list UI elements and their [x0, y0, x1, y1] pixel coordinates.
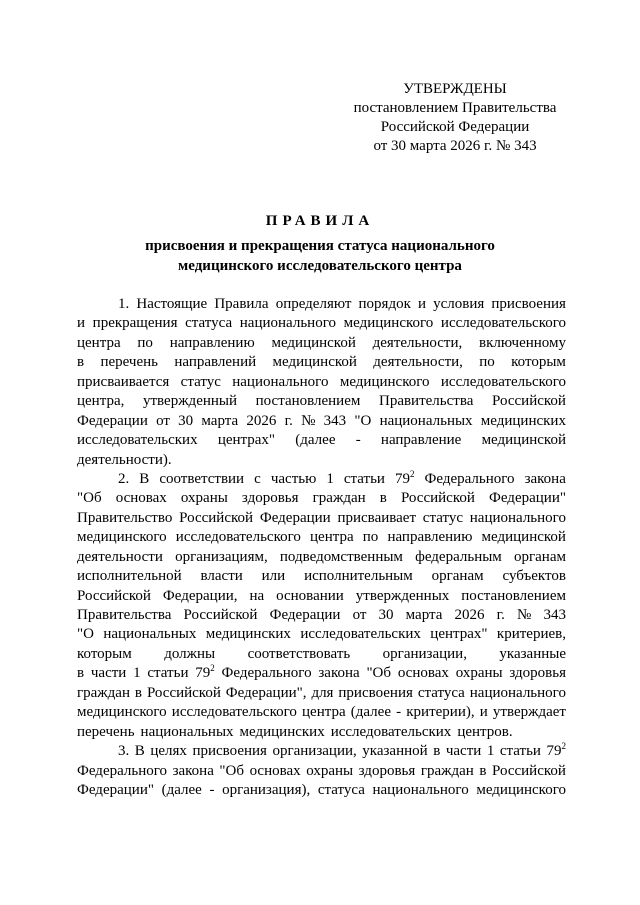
word: статьи	[147, 665, 189, 682]
word: критерии),	[406, 704, 475, 721]
word: статуса	[317, 781, 365, 798]
word: присвоения	[192, 743, 267, 760]
word: по	[362, 529, 379, 546]
word: основах	[249, 762, 301, 779]
word: 3.	[118, 743, 130, 760]
subtitle-line: присвоения и прекращения статуса национального	[145, 238, 495, 254]
word: медицинской	[481, 529, 566, 546]
word: перечень	[77, 723, 135, 740]
text-line	[77, 528, 566, 547]
word: постановлением	[255, 393, 361, 410]
word: подведомственным	[279, 548, 403, 565]
word: деятельности).	[77, 451, 172, 468]
word: по	[479, 354, 495, 371]
word: национального	[372, 781, 469, 798]
word: с	[254, 470, 261, 487]
word: охраны	[306, 762, 354, 779]
word: Федерального	[221, 665, 312, 682]
word: деятельности,	[372, 334, 463, 351]
word: 1	[486, 743, 495, 760]
word: основах	[397, 665, 449, 682]
word: граждан	[420, 762, 474, 779]
word: организациям,	[175, 548, 268, 565]
word: Российской	[146, 684, 221, 701]
word: исследовательских	[300, 626, 421, 643]
word: 343	[543, 607, 566, 623]
word: которым	[77, 645, 132, 662]
document-body	[77, 295, 566, 800]
text-line	[77, 334, 566, 353]
word: федеральным	[415, 548, 502, 565]
word: Федерации"	[489, 490, 566, 507]
word: условия	[433, 296, 485, 312]
word: основании	[276, 587, 344, 604]
word: органам	[431, 568, 484, 585]
word: $79^2$	[546, 741, 566, 760]
word: -	[355, 432, 361, 449]
word: -	[209, 781, 215, 798]
word: органам	[513, 548, 566, 565]
word: 2026	[454, 607, 485, 623]
word: исследовательского	[440, 315, 566, 332]
word: медицинского	[339, 373, 430, 390]
word: в	[77, 354, 85, 371]
word: в	[433, 743, 441, 760]
word: указанной	[362, 743, 428, 760]
word: организация),	[222, 781, 311, 798]
word: прекращения	[92, 315, 178, 332]
word: национальных	[103, 626, 197, 643]
word: Настоящие	[136, 296, 208, 312]
word: направлению	[387, 529, 473, 546]
word: которым	[511, 354, 566, 371]
word: "Об	[366, 665, 392, 682]
word: $79^2$	[394, 468, 415, 487]
word: Российской	[183, 607, 258, 623]
text-line	[77, 684, 566, 703]
word: 2.	[118, 470, 130, 487]
paragraph	[77, 470, 566, 742]
word: или	[261, 568, 286, 585]
word: закона	[318, 665, 360, 682]
text-line	[77, 373, 566, 392]
word: "О	[354, 412, 372, 429]
word: направлению	[169, 334, 255, 351]
word: по	[137, 334, 153, 351]
word: деятельности,	[373, 354, 463, 371]
word: Федерации	[269, 607, 341, 623]
word: соответствии	[159, 470, 245, 487]
word: центров.	[457, 723, 513, 740]
word: в	[379, 490, 387, 507]
text-line	[77, 587, 566, 606]
word: и	[77, 315, 86, 332]
document-title: ПРАВИЛА	[265, 213, 375, 229]
word: в	[134, 684, 143, 701]
text-line	[77, 762, 566, 781]
word: медицинской	[481, 432, 566, 449]
word: Правительство	[77, 509, 173, 526]
word: 1.	[118, 296, 130, 312]
word: власти	[200, 568, 243, 585]
word: на	[249, 587, 265, 604]
word: исследовательских	[330, 723, 452, 740]
word: включенному	[479, 334, 566, 351]
word: Правительства	[77, 607, 172, 623]
word: в	[479, 762, 487, 779]
word: Федерального	[77, 762, 168, 779]
word: в	[77, 665, 85, 682]
text-line	[77, 412, 566, 431]
word: организации,	[272, 743, 357, 760]
text-line	[77, 645, 566, 664]
word: (далее	[161, 781, 202, 798]
word: целях	[150, 743, 187, 760]
word: определяют	[275, 296, 352, 312]
word: части	[445, 743, 482, 760]
word: присваивает	[337, 509, 417, 526]
word: для	[311, 684, 334, 701]
text-line	[77, 353, 566, 372]
word: присваивается	[77, 373, 170, 390]
word: "Об	[219, 762, 245, 779]
word: Российской	[400, 490, 475, 507]
word: медицинского	[476, 781, 566, 798]
word: должны	[164, 645, 216, 662]
word: закона	[524, 470, 566, 487]
word: медицинских	[480, 412, 566, 429]
word: медицинских	[205, 626, 291, 643]
word: статуса	[185, 315, 233, 332]
word: граждан	[312, 490, 366, 507]
word: 2026	[246, 412, 277, 429]
word: -	[396, 704, 402, 721]
word: соответствовать	[247, 645, 351, 662]
word: здоровья	[509, 665, 566, 682]
word: Федерации",	[225, 684, 307, 701]
word: центрах"	[430, 626, 488, 643]
text-line	[77, 742, 566, 761]
document-subtitle	[0, 236, 640, 276]
approval-line: постановлением Правительства	[353, 100, 557, 116]
word: утвержденный	[142, 393, 238, 410]
word: утверждает	[492, 704, 566, 721]
word: 1	[133, 665, 141, 682]
word: национального	[469, 684, 566, 701]
word: исследовательского	[171, 704, 297, 721]
word: присвоения	[338, 684, 413, 701]
word: В	[139, 470, 150, 487]
word: присвоения	[491, 296, 566, 312]
word: "Об	[77, 490, 102, 507]
word: охраны	[180, 490, 228, 507]
text-line	[77, 781, 566, 800]
paragraph	[77, 295, 566, 470]
word: порядок	[358, 296, 411, 312]
word: 343	[323, 412, 347, 429]
word: медицинского	[343, 315, 434, 332]
word: статус	[180, 373, 221, 390]
word: Российской	[492, 393, 566, 410]
word: субъектов	[502, 568, 566, 585]
word: 1	[326, 470, 334, 487]
word: г.	[496, 607, 505, 623]
text-line	[77, 392, 566, 411]
word: здоровья	[241, 490, 299, 507]
word: (далее	[350, 704, 391, 721]
text-line	[77, 295, 566, 314]
subtitle-line: медицинского исследовательского центра	[178, 258, 462, 274]
word: центрах"	[217, 432, 276, 449]
word: г.	[284, 412, 293, 429]
text-line	[77, 431, 566, 450]
word: утвержденных	[355, 587, 450, 604]
word: основах	[115, 490, 167, 507]
word: от	[156, 412, 170, 429]
text-line	[77, 489, 566, 508]
word: части	[90, 665, 127, 682]
word: центра,	[77, 393, 125, 410]
word: 30	[178, 412, 194, 429]
word: перечень	[100, 354, 158, 371]
word: Федерации"	[77, 781, 154, 798]
text-line	[77, 548, 566, 567]
word: и	[418, 296, 427, 312]
approval-line: от 30 марта 2026 г. № 343	[373, 138, 537, 154]
word: исполнительной	[77, 568, 182, 585]
word: Правительства	[378, 393, 474, 410]
word: Российской	[179, 509, 254, 526]
word: центра	[302, 704, 346, 721]
approval-stamp	[330, 80, 580, 156]
word: медицинской	[271, 334, 356, 351]
word: Федерации	[259, 509, 331, 526]
word: В	[134, 743, 145, 760]
text-line	[77, 723, 566, 742]
word: и	[479, 704, 488, 721]
word: статуса	[417, 684, 465, 701]
word: постановлением	[461, 587, 566, 604]
paragraph	[77, 742, 566, 800]
word: национального	[239, 315, 336, 332]
word: марта	[405, 607, 443, 623]
text-line	[77, 314, 566, 333]
text-line	[77, 625, 566, 644]
word: организации,	[382, 645, 467, 662]
word: $79^2$	[195, 663, 215, 682]
word: граждан	[77, 684, 130, 701]
word: Федерального	[424, 470, 515, 487]
word: критериев,	[496, 626, 566, 643]
word: направление	[380, 432, 462, 449]
word: Федерации	[77, 412, 148, 429]
word: Российской	[492, 762, 566, 779]
word: исследовательского	[440, 373, 566, 390]
word: центра	[77, 334, 121, 351]
text-line	[77, 470, 566, 489]
word: центра	[310, 529, 354, 546]
word: от	[352, 607, 367, 623]
word: Правила	[214, 296, 269, 312]
word: статьи	[343, 470, 385, 487]
word: медицинской	[272, 354, 357, 371]
word: "О	[77, 626, 94, 643]
text-line	[77, 606, 566, 625]
text-line	[77, 451, 566, 470]
text-line	[77, 703, 566, 722]
text-line	[77, 567, 566, 586]
word: национального	[469, 509, 566, 526]
word: направлений	[174, 354, 257, 371]
word: исследовательских	[77, 432, 198, 449]
word: №	[301, 412, 316, 429]
word: №	[517, 607, 532, 623]
word: национального	[232, 373, 329, 390]
approval-line: УТВЕРЖДЕНЫ	[403, 81, 507, 97]
word: исследовательского	[175, 529, 301, 546]
word: статьи	[499, 743, 541, 760]
word: медицинского	[77, 529, 167, 546]
word: здоровья	[358, 762, 416, 779]
word: медицинского	[77, 704, 167, 721]
word: национальных	[140, 723, 234, 740]
word: Федерации,	[162, 587, 238, 604]
word: статус	[422, 509, 463, 526]
word: Российской	[77, 587, 151, 604]
text-line	[77, 664, 566, 683]
word: охраны	[455, 665, 503, 682]
word: медицинских	[239, 723, 325, 740]
word: частью	[270, 470, 317, 487]
word: (далее	[295, 432, 336, 449]
text-line	[77, 509, 566, 528]
word: деятельности	[77, 548, 163, 565]
word: исполнительным	[304, 568, 413, 585]
word: закона	[172, 762, 214, 779]
word: марта	[201, 412, 239, 429]
word: указанные	[499, 645, 566, 662]
word: 30	[378, 607, 394, 623]
approval-line: Российской Федерации	[380, 119, 530, 135]
word: национальных	[379, 412, 473, 429]
